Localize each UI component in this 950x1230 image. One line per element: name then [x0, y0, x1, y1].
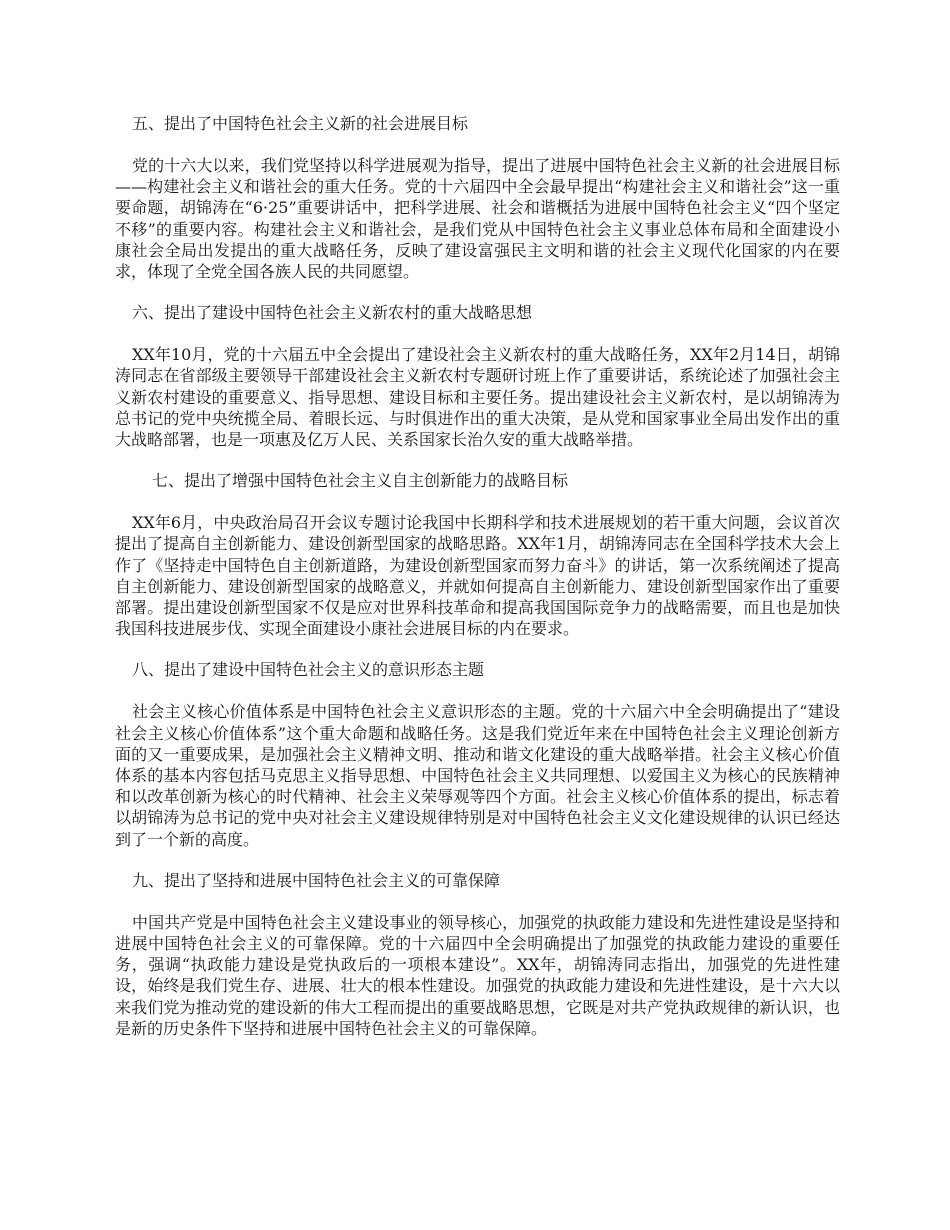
section-paragraph: XX年10月，党的十六届五中全会提出了建设社会主义新农村的重大战略任务，XX年2月14日，胡锦涛同志在省部级主要领导干部建设社会主义新农村专题研讨班上作了重要讲话，系统论述了加强社会主义新农村建设的重要意义、指导思想、建设目标和主要任务。提出建设社会主义新农村，是以胡锦涛为总书记的党中央统揽全局、着眼长远、与时俱进作出的重大决策，是从党和国家事业全局出发作出的重大战略部署，也是一项惠及亿万人民、关系国家长治久安的重大战略举措。 — [115, 345, 840, 450]
section-heading: 六、提出了建设中国特色社会主义新农村的重大战略思想 — [132, 303, 533, 323]
section-paragraph: XX年6月，中央政治局召开会议专题讨论我国中长期科学和技术进展规划的若干重大问题，会议首次提出了提高自主创新能力、建设创新型国家的战略思路。XX年1月，胡锦涛同志在全国科学技术大会上作了《坚持走中国特色自主创新道路，为建设创新型国家而努力奋斗》的讲话，第一次系统阐述了提高自主创新能力、建设创新型国家的战略意义，并就如何提高自主创新能力、建设创新型国家作出了重要部署。提出建设创新型国家不仅是应对世界科技革命和提高我国国际竞争力的战略需要，而且也是加快我国科技进展步伐、实现全面建设小康社会进展目标的内在要求。 — [115, 513, 840, 639]
section-heading: 八、提出了建设中国特色社会主义的意识形态主题 — [132, 660, 485, 680]
section-heading: 九、提出了坚持和进展中国特色社会主义的可靠保障 — [132, 870, 501, 890]
section-paragraph: 社会主义核心价值体系是中国特色社会主义意识形态的主题。党的十六届六中全会明确提出了“建设社会主义核心价值体系”这个重大命题和战略任务。这是我们党近年来在中国特色社会主义理论创新方面的又一重要成果，是加强社会主义精神文明、推动和谐文化建设的重大战略举措。社会主义核心价值体系的基本内容包括马克思主义指导思想、中国特色社会主义共同理想、以爱国主义为核心的民族精神和以改革创新为核心的时代精神、社会主义荣辱观等四个方面。社会主义核心价值体系的提出，标志着以胡锦涛为总书记的党中央对社会主义建设规律特别是对中国特色社会主义文化建设规律的认识已经达到了一个新的高度。 — [115, 702, 840, 849]
section-paragraph: 中国共产党是中国特色社会主义建设事业的领导核心，加强党的执政能力建设和先进性建设是坚持和进展中国特色社会主义的可靠保障。党的十六届四中全会明确提出了加强党的执政能力建设的重要任务，强调“执政能力建设是党执政后的一项根本建设”。XX年，胡锦涛同志指出，加强党的先进性建设，始终是我们党生存、进展、壮大的根本性建设。加强党的执政能力建设和先进性建设，是十六大以来我们党为推动党的建设新的伟大工程而提出的重要战略思想，它既是对共产党执政规律的新认识，也是新的历史条件下坚持和进展中国特色社会主义的可靠保障。 — [115, 912, 840, 1038]
document-page — [115, 113, 840, 1059]
section-heading: 五、提出了中国特色社会主义新的社会进展目标 — [132, 114, 469, 133]
section-heading: 七、提出了增强中国特色社会主义自主创新能力的战略目标 — [152, 471, 569, 491]
section-paragraph: 党的十六大以来，我们党坚持以科学进展观为指导，提出了进展中国特色社会主义新的社会进展目标——构建社会主义和谐社会的重大任务。党的十六届四中全会最早提出“构建社会主义和谐社会”这一重要命题，胡锦涛在“6·25”重要讲话中，把科学进展、社会和谐概括为进展中国特色社会主义“四个坚定不移”的重要内容。构建社会主义和谐社会，是我们党从中国特色社会主义事业总体布局和全面建设小康社会全局出发提出的重大战略任务，反映了建设富强民主文明和谐的社会主义现代化国家的内在要求，体现了全党全国各族人民的共同愿望。 — [115, 156, 840, 282]
